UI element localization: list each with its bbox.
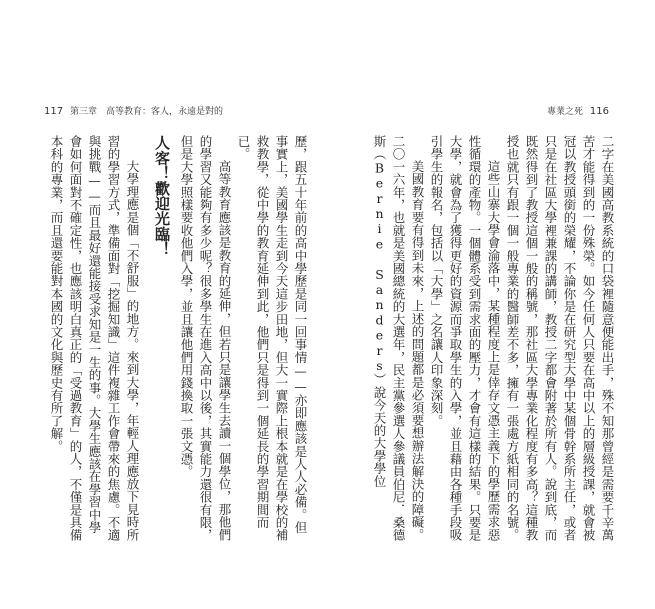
paragraph: 美國教育要有得到未來，上述的問題都是必須要想辦法解決的障礙。二〇一六年，也就是美國總統的大選年，民主黨參選人參議員伯尼．桑德斯（Bernie Sanders）說今天的大學學位 — [372, 135, 425, 542]
paragraph: 高等教育應該是教育的延伸，但若只是讓學生去讀一個學位，那他們的學習又能夠有多少呢？很多學生在進入高中以後，其實能力還很有限，但是大學照樣要收他們入學，並且讓他們用錢換取一張文憑。 — [179, 135, 232, 542]
right-page-body — [345, 135, 617, 545]
paragraph: 大學理應是個「不舒服」的地方。來到大學，年輕人理應放下見時所習的學習方式，準備面對「挖掘知識」這件複雜工作會帶來的焦慮。不適與挑戰——而且最好還能接受求知是一生的事。大學生應該在學習中學會如何面對不確定性，也應該明白真正的「受過教育」的人，不僅是具備本科的專業，而且還要能對本國的文化與歷史有所了解。 — [49, 135, 140, 542]
right-page-number: 116 — [589, 106, 609, 117]
section-heading: 人客！歡迎光臨！ — [153, 135, 171, 257]
right-running-head — [547, 104, 613, 117]
paragraph: 歷，跟五十年前的高中學歷是同一回事情——亦即應該是人人必備。但事實上，美國學生走到今天這步田地，但大一實際上根本就是在學校的補救教學，從中學的教育延伸到此，他們只是得到一個延長的學習期間而已。 — [236, 135, 308, 542]
paragraph: 二字在美國高教系統的口袋裡隨意便能出手，殊不知那曾經是需要千辛萬苦才能得到的一份殊榮。如今任何人只要在高中以上的層級授課，就會被冠以教授頭銜的榮耀，不論你是在研究型大學中某個骨幹系所主任，或者只是在社區大學裡兼課的講師，教授二字都會附著於所有人。說到底，而既然得到了教授這個一般的稱號，那社區大學專業化程度有多高？這種教授也就只有跟一個一般專業的醫師差不多，擁有一張處方紙相同的名號。 — [505, 135, 615, 542]
left-page-number: 117 — [44, 106, 64, 117]
left-chapter-title: 第三章 高等教育：客人，永遠是對的 — [69, 107, 223, 117]
paragraph: 這些山寨大學會淪落中，某種程度上是倖存文憑主義下的學歷需求惡性循環的產物。一個體系受到需求面的壓力，才會有這樣的結果。只要是大學，就會為了獲得更好的資源而爭取學生的入學，並且藉由各種手段吸引學生的報名，包括以「大學」之名讓人印象深刻。 — [429, 135, 501, 542]
right-book-title: 專業之死 — [547, 107, 584, 117]
left-page-body — [40, 135, 310, 545]
left-running-head — [40, 104, 223, 117]
